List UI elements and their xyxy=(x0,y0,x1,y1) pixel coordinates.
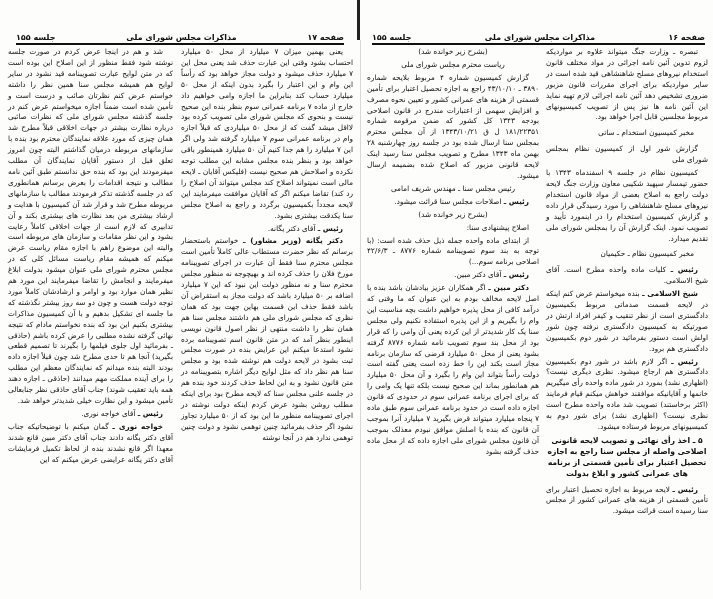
speaker-name: رئیس ـ xyxy=(671,356,698,366)
speaker-name: رئیس ـ xyxy=(672,484,698,494)
speaker-paragraph xyxy=(8,422,173,466)
speaker-name: خواجه نوری ـ xyxy=(112,421,164,431)
centered-caption: (بشرح زیر خوانده شد) xyxy=(418,209,488,219)
centered-caption: رئیس مجلس سنا ـ مهندس شریف امامی xyxy=(390,183,516,193)
right-page-header xyxy=(372,28,705,45)
session-number: جلسه ۱۵۵ xyxy=(372,33,412,42)
speech-text: آقای خواجه نوری. xyxy=(81,408,138,418)
speech-text: آقای دکتر یگانه. xyxy=(267,223,318,233)
page-gutter xyxy=(360,40,361,590)
speaker-paragraph xyxy=(181,236,353,443)
speaker-name: رئیس ـ xyxy=(503,270,529,280)
speaker-name: دکتر یگانه (وزیر مشاور) ـ xyxy=(242,236,343,246)
body-paragraph: از ابتدای ماده واحده جمله ذیل حذف شده است: (با توجه به بند سوم تصویبنامه شماره ۸۷۷۶ ـ ۴۲/۶/۳ اصلاحی برنامه سوم...) xyxy=(367,235,539,267)
body-paragraph: کمیسیون نظام در جلسه ۹ اسفندماه ۱۳۴۳ با حضور تیمسار سپهبد شکیبی معاون وزارت جنگ لایحه دولت راجع به اصلاح بعضی از مواد قانون استخدام نیروهای مسلح شاهنشاهی را مورد رسیدگی قرار داده و گزارش کمیسیون استخدام را در اینمورد تأیید و تصویب نمود. اینک گزارش آن را بمجلس شورای ملی تقدیم میدارد. xyxy=(546,168,708,243)
speaker-paragraph xyxy=(546,289,708,354)
speaker-name: رئیس ـ xyxy=(670,265,698,275)
speaker-paragraph xyxy=(367,283,539,458)
speaker-name: شیخ الاسلامی ـ xyxy=(642,289,698,299)
speaker-name: رئیس ـ xyxy=(317,223,343,233)
speaker-name: دکتر مبین ـ xyxy=(488,283,530,293)
speaker-paragraph xyxy=(546,357,708,433)
running-title: مذاکرات مجلس شورای ملی xyxy=(484,33,596,42)
session-number: جلسه ۱۵۵ xyxy=(16,33,56,42)
right-page-column-right xyxy=(546,47,708,519)
body-paragraph: گزارش کمیسیون شماره ۴ مربوط بلایحه شماره ۳۸۹۰ ـ ۴۳/۱۰/۱۰ راجع به اجازه تحصیل اعتبار برای تأمین قسمتی از هزینه های عمرانی کشور و تعیین نحوه مصرف و افزایش سهمی از اعتبارات مندرج در قانون اصلاحی بودجه ۱۳۴۳ کل کشور که ضمن مرقومه شماره ۱۸۱/۲۲۳۵۱ ل ق ۱۳۴۳/۱۰/۲۱ از آن مجلس محترم بمجلس سنا ارسال شده بود در جلسه روز چهارشنبه ۲۸ بهمن ماه ۱۳۴۳ مطرح و تصویب مجلس سنا رسید اینک لایحه قانونی مزبور که اصلاح شده بضمیمه ارسال میشود. xyxy=(367,72,540,180)
page-number: صفحه ۱۷ xyxy=(307,33,344,42)
speaker-paragraph xyxy=(546,265,708,287)
body-paragraph: گزارش شور اول از کمیسیون نظام بمجلس شورای ملی xyxy=(546,144,708,165)
body-paragraph: تبصره ـ وزارت جنگ میتواند علاوه بر مواردیکه لزوم تدوین آئین نامه اجرائی در مواد مختلف قانون استخدام نیروهای مسلح شاهنشاهی قید شده است در سایر مواردیکه برای اجرای مقررات قانون مزبور ضروری تشخیص دهد آئین نامه اجرائی لازم تهیه نماید این آئین نامه ها نیز پس از تصویب کمیسیونهای مربوط مجلسین قابل اجرا خواهد بود. xyxy=(546,47,708,122)
speaker-paragraph xyxy=(546,485,708,518)
speech-text: بنده میخواستم عرض کنم اینکه در لایحه قسمت صدماتی مربوط بکمیسیون دادگستری است از نظر تنقیب و کیفر افراد ارتش در صورتیکه به کمیسیون دادگستری نرفته چون شور اولش است دستور بفرمائید در شور دوم بکمیسیون دادگستری هم برود. xyxy=(546,289,708,353)
right-page-column-left xyxy=(367,47,539,460)
speech-text: لایحه مربوط به اجازه تحصیل اعتبار برای تأمین قسمتی از هزینه های عمرانی کشور از مجلس سنا رسیده است قرائت میشود. xyxy=(546,484,708,516)
centered-caption: (بشرح زیر خوانده شد) xyxy=(418,47,488,56)
speaker-paragraph xyxy=(8,409,173,420)
speech-text: گمان میکنم با توضیحاتیکه جناب آقای دکتر یگانه دادند جناب آقای دکتر مبین قانع شدند معهذا اگر قانع نشدند بنده از لحاظ تکمیل فرمایشات آقای دکتر یگانه عرایضی عرض میکنم که این xyxy=(8,421,173,464)
speech-text: اگر لازم باشد در شور دوم بکمیسیون دادگستری هم ارجاع میشود. نظری دیگری نیست؟ (اظهاری نشد) بمورد در شور ماده واحده رأی میگیریم خانمها و آقایانیکه موافقند خواهش میکنم قیام فرمایند (اکثر برخاستند) تصویب شد ماده واحده مطرح است نظری نیست؟ (اظهاری نشد) برای شور دوم به کمیسیونهای مربوط فرستاده میشود. xyxy=(546,356,708,431)
speaker-paragraph xyxy=(367,197,539,208)
speech-text: کلیات ماده واحده مطرح است. آقای شیخ الاسلامی. xyxy=(546,265,708,286)
left-page-column-right xyxy=(181,47,353,446)
signature-line: مخبر کمیسیون استخدام ـ ساتی xyxy=(598,128,694,138)
speaker-name: رئیس ـ xyxy=(137,408,163,418)
book-binding-edge xyxy=(357,0,360,40)
speaker-paragraph xyxy=(367,270,539,281)
speech-text: اصلاحات مجلس سنا قرائت میشود. xyxy=(394,196,504,206)
left-page-column-left xyxy=(8,47,173,467)
body-paragraph: شد و هم در اینجا عرض کردم در صورت جلسه نوشته شود فقط منظور از این اصلاح این بوده است که در متن لوایح عبارت تصویبنامه قید نشود در سایر لوایح هم همیشه مجلس سنا همین نظر را داشته خواستم عرض کنم نظرتان صائب و درست است و تأمین شده است ضمناً اجازه میخواستم عرض کنم در جلسه گذشته مجلس شورای ملی که نظرات صائبی درباره نظارت بیشتر در جهات اخلاقی قبلاً مطرح شد همان چیزی که مورد علاقه نمایندگان محترم بود بنده با سازمانهای مربوطه درمیان گذاشتم البته چون امروز تعلق قبل از دستور آقایان نمایندگان آن مطلب میفرمودند این بود که بنده حق ندانستم طبق آئین نامه مطالب و نتیجه اقدامات را بعرض برسانم همانطوری که در جلسه گذشته تذکر فرمودند مطالب با سازمانهای مربوطه مطرح شد و قرار شد آن کمیسیون با هدایت و ارشاد بیشتری من بعد نظارت های بیشتری بکند و آن تدابیری که لازم است از جهات اخلاقی کاملاً رعایت بشود و این نظر مقامات و سازمان های مربوطه است والبته این موضوع راهم با اجازه مقام ریاست عرض میکنم که همیشه مقام ریاست مسائل کلی که در مجلس محترم شورای ملی عنوان میشود بدولت ابلاغ میفرمایند و انجامش را تقاضا میفرمایند این مورد هم نظیر همان موارد بود و اوامر و ارشادشان کاملاً مورد توجه دولت هست و چون دو سه روز بیشتر نگذشته که ما جلسه ای تشکیل بدهیم و با آن کمیسیون مذاکرات بیشتری بکنیم این بود که بنده نخواستم مادام که نتیجه نهائی گرفته نشده مطلبی را عرض کرده باشم (حاذقی ـ بفرمائید اول جلوی فیلمها را بگیرند تا تصمیم قطعی بگیرید) آنجا هم تا حدی مطرح شد چون قبلاً اجازه داده بودند البته بنده میدانم که نمایندگان معظم این مطلب را برای آینده مملکت مهم میدانند (حاذقی ـ اجازه دهند همه باید تعقیب شوند) جناب آقای حاذقی نظر جنابعالی تأمین میشود و این نظارت خیلی شدیدتر خواهد شد. xyxy=(8,47,173,405)
signature-line: مخبر کمیسیون نظام ـ حکیمیان xyxy=(600,249,694,259)
running-title: مذاکرات مجلس شورای ملی xyxy=(126,33,237,42)
section-heading: ۵ ـ اخذ رأی نهائی و تصویب لایحه قانونی اصلاحی واصله از مجلس سنا راجع به اجازه تحصیل اعتبار برای تأمین قسمتی از برنامه های عمرانی کشور و ابلاغ بدولت xyxy=(547,435,707,478)
speech-text: اگر همکاران عزیز بیادشان باشد بنده با اصل لایحه مخالف بودم به این عنوان که ما وقتی که درآمد کافی از محل پذیره خواهیم داشت بچه مناسبت این وام را بگیریم و از این پذیره استفاده نکنیم ولی مجلس سنا یک کار شدیدتر از این کرده یعنی آن وامی را که قرار بود از محل بند سوم تصویب نامه شماره ۸۷۷۶ گرفته بشود یعنی از محل ۵۰ میلیارد قرضی که سازمان برنامه مجاز است بکند این را خط زده است یعنی گفته است دولت رأساً بتواند این وام را بگیرد و آن محل ۵۰ میلیارد هم همانطور بماند این صحیح نیست بلکه تنها یک وامی را که برای اجرای برنامه عمرانی سوم در حدودی که قانون اجازه داده است در حدود برنامه عمرانی سوم طبق ماده ۷ پنجاه میلیارد میتواند قرض بگیرید ۷ میلیارد آنرا بموجب آن قانون که بنده با اصلش موافق نبودم معذلک بموجب آن قانون مجلس شورای ملی اجازه داده که از محل ماده حذف گرفته بشود xyxy=(367,283,540,456)
body-paragraph: یعنی بهمین میزان ۷ میلیارد از محل ۵۰ میلیارد احتساب بشود وقتی این عبارت حذف شد یعنی محل این ۷ میلیارد حذف میشود و دولت مجاز خواهد بود که رأساً این وام و این اعتبار را بگیرد بدون اینکه از محل ۵۰ میلیارد حساب کند بنابراین ما اجازه وامی خواهیم داد خارج از ماده ۷ برنامه عمرانی سوم بنظر بنده این صحیح نیست و بنحوی که مجلس شورای ملی تصویب کرده بود لااقل میشد گفت که از محل ۵۰ میلیاردی که قبلاً اجازه وام در برنامه عمرانی سوم ۷ میلیارد گرفته شد ولی اگر این ۷ میلیارد را هم جدا کنیم آن ۵۰ میلیارد همینطور باقی خواهد بود و بنظر بنده مجلس مشابه این مطلب توجه نکرده و اصلاحش هم صحیح نیست (فلیکس آقایان ـ لایحه مالی است نمیتواند اصلاح کند مجلس میتواند آن اصلاح را رد کند) تقاضا میکنم اگر که آقایان موافقت میفرمایند این لایحه مجدداً بکمیسیون برگردد و راجع به اصلاح مجلس سنا یکدقت بیشتری بشود. xyxy=(181,47,354,220)
page-number: صفحه ۱۶ xyxy=(668,33,705,42)
body-paragraph: اصلاح پیشنهادی سنا: xyxy=(466,222,529,232)
speaker-name: رئیس ـ xyxy=(503,196,529,206)
speaker-paragraph xyxy=(181,224,353,235)
centered-caption: ریاست محترم مجلس شورای ملی xyxy=(401,59,505,69)
speech-text: آقای دکتر مبین. xyxy=(454,270,504,280)
speech-text: خواستم باستحضار برسانم که نظر حضرت مستطاب عالی کاملاً تأمین است مجلس محترم سنا فقط آن عبارت در اجرای تصویبنامه مورخ فلان را حذف کرده اند و بهیچوجه نه منظور مجلس محترم سنا و نه منظور دولت این نبود که این ۷ میلیارد اضافه بر ۵۰ میلیارد باشد که دولت مجاز به استقراض آن باشد فقط حذف این قسمت بهاین جهت بود که همان نظری که مجلس شورای ملی هم داشتند مجلس سنا هم همان نظر را داشت منتهی از نظر اصول قانون نویسی اینطور بنظر آمد که در متن قانون اسم تصویبنامه برده نشود استدعا میکنم این عرایض بنده در صورت مجلس ثبت بشود در لایحه دولت هم نوشته شده بود و مجلس سنا هم نظر داد که مثل لوایح دیگر اشاره بتصویبنامه در متن قانون نشود و به این لحاظ حذف کردند خود بنده هم در جلسه علنی مجلس سنا که لایحه مطرح بود برای اینکه مطلب روشن بشود عرض کردم اینکه دولت نوشته در اجرای تصویبنامه منظور ما این بود که از ۵۰ میلیارد تجاوز نشود اگر حذف بفرمائید چنین توهمی نشود و دولت چنین توهمی ندارد هم در آنجا نوشته xyxy=(181,236,354,442)
left-page-header xyxy=(16,28,344,45)
